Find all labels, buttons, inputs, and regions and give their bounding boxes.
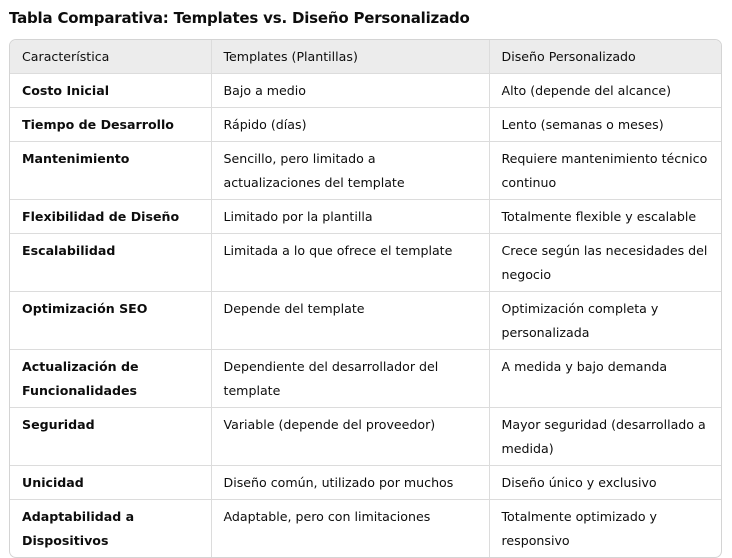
custom-cell: Diseño único y exclusivo [489, 466, 721, 500]
templates-cell: Variable (depende del proveedor) [211, 408, 489, 466]
templates-cell: Limitada a lo que ofrece el template [211, 234, 489, 292]
table-row [10, 292, 721, 350]
table-row [10, 234, 721, 292]
templates-cell: Limitado por la plantilla [211, 200, 489, 234]
templates-cell: Rápido (días) [211, 108, 489, 142]
custom-cell: Alto (depende del alcance) [489, 74, 721, 108]
custom-cell: Totalmente optimizado y responsivo [501, 508, 657, 548]
templates-cell: Bajo a medio [211, 74, 489, 108]
feature-cell: Seguridad [10, 408, 211, 466]
templates-cell: Sencillo, pero limitado a actualizaciones del template [211, 142, 489, 200]
feature-cell: Unicidad [10, 466, 211, 500]
feature-cell: Escalabilidad [10, 234, 211, 292]
table-row [10, 108, 721, 142]
feature-cell: Flexibilidad de Diseño [10, 200, 211, 234]
table-row [10, 200, 721, 234]
table-row [10, 350, 721, 408]
custom-cell: Requiere mantenimiento técnico continuo [489, 142, 721, 200]
table-header-row [10, 40, 721, 74]
templates-cell: Adaptable, pero con limitaciones [211, 500, 489, 558]
custom-cell: Totalmente flexible y escalable [489, 200, 721, 234]
header-feature: Característica [10, 40, 211, 74]
table-row [10, 142, 721, 200]
table-row [10, 500, 721, 558]
custom-cell: Crece según las necesidades del negocio [489, 234, 721, 292]
table-row [10, 466, 721, 500]
feature-cell: Tiempo de Desarrollo [10, 108, 211, 142]
comparison-table-container [9, 39, 722, 558]
feature-cell: Mantenimiento [10, 142, 211, 200]
header-custom-design: Diseño Personalizado [489, 40, 721, 74]
feature-cell: Actualización de Funcionalidades [10, 350, 211, 408]
feature-cell: Costo Inicial [10, 74, 211, 108]
table-row [10, 408, 721, 466]
custom-cell: Optimización completa y personalizada [489, 292, 721, 350]
comparison-table [10, 40, 721, 557]
templates-cell: Depende del template [211, 292, 489, 350]
custom-cell: Lento (semanas o meses) [489, 108, 721, 142]
feature-cell: Adaptabilidad a Dispositivos [10, 500, 211, 558]
custom-cell: A medida y bajo demanda [489, 350, 721, 408]
feature-cell: Optimización SEO [10, 292, 211, 350]
page-title: Tabla Comparativa: Templates vs. Diseño Personalizado [9, 9, 470, 27]
custom-cell: Mayor seguridad (desarrollado a medida) [489, 408, 721, 466]
templates-cell: Diseño común, utilizado por muchos [211, 466, 489, 500]
templates-cell: Dependiente del desarrollador del template [211, 350, 489, 408]
table-row [10, 74, 721, 108]
header-templates: Templates (Plantillas) [211, 40, 489, 74]
